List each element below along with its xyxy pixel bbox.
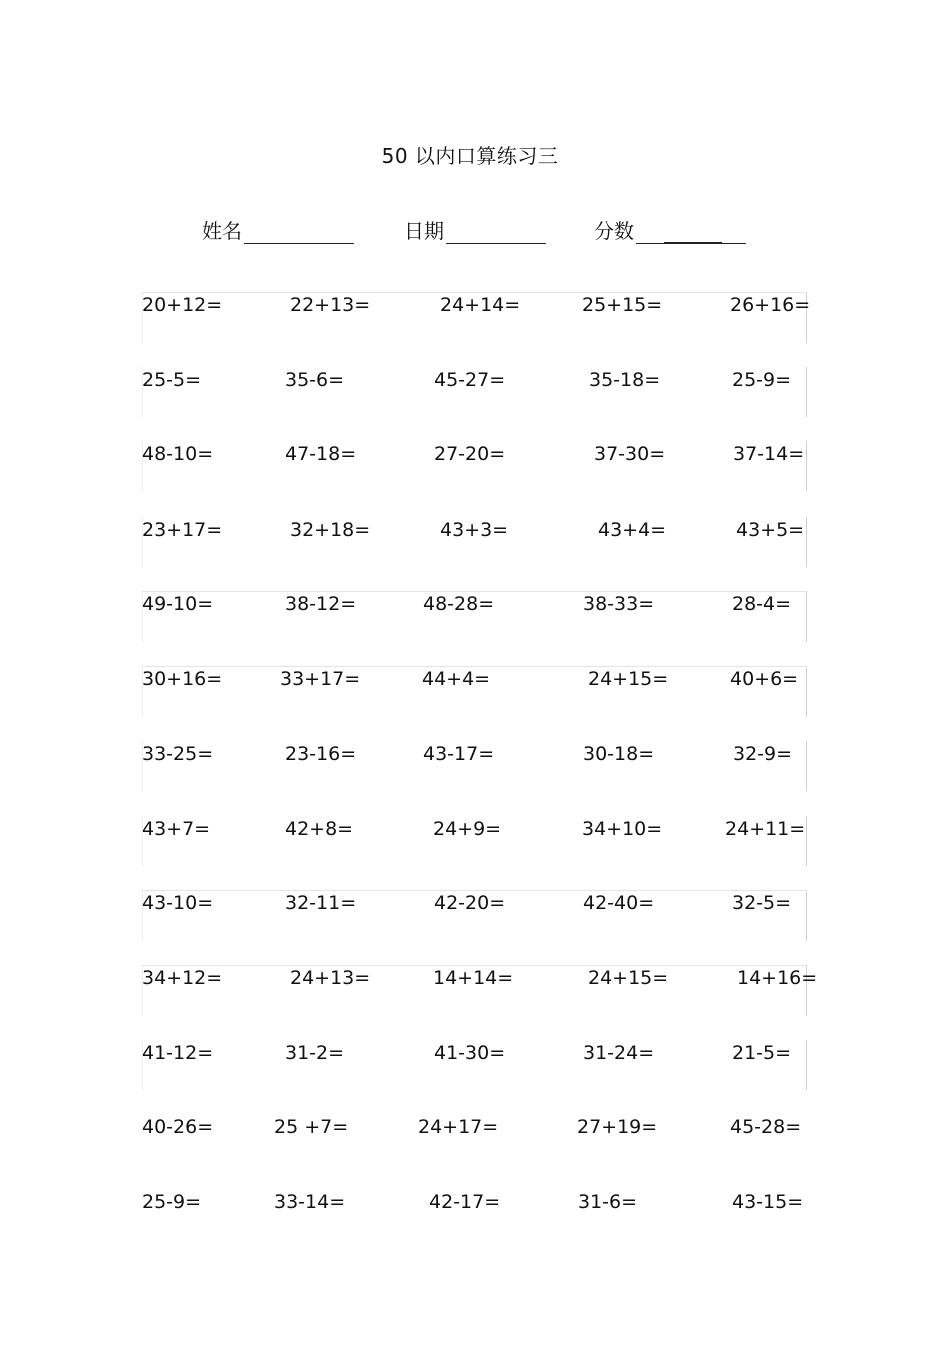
problem: 43-10= xyxy=(142,892,214,914)
problem: 24+14= xyxy=(440,294,521,316)
table-border xyxy=(806,592,807,642)
table-border xyxy=(806,1040,807,1090)
problem: 42+8= xyxy=(285,818,354,840)
problem-row xyxy=(142,292,811,345)
problem: 40-26= xyxy=(142,1116,214,1138)
problem: 25-9= xyxy=(732,369,792,391)
problem: 24+15= xyxy=(588,668,669,690)
problem: 31-6= xyxy=(578,1191,638,1213)
problem: 25+15= xyxy=(582,294,663,316)
problem: 35-18= xyxy=(589,369,661,391)
problem-row xyxy=(142,816,807,868)
problem-row xyxy=(142,591,807,644)
problem: 22+13= xyxy=(290,294,371,316)
table-border xyxy=(806,441,807,491)
problem: 24+11= xyxy=(725,818,806,840)
problem: 32+18= xyxy=(290,519,371,541)
problem: 31-2= xyxy=(285,1042,345,1064)
date-blank[interactable] xyxy=(446,221,546,244)
score-label: 分数 xyxy=(594,219,634,243)
problem: 41-12= xyxy=(142,1042,214,1064)
problem: 20+12= xyxy=(142,294,223,316)
problem: 34+10= xyxy=(582,818,663,840)
table-border xyxy=(806,741,807,791)
problem: 45-27= xyxy=(434,369,506,391)
problem: 38-12= xyxy=(285,593,357,615)
problem: 31-24= xyxy=(583,1042,655,1064)
problem-row xyxy=(142,367,807,419)
problem: 45-28= xyxy=(730,1116,802,1138)
score-blank[interactable] xyxy=(636,221,746,244)
problem: 24+9= xyxy=(433,818,502,840)
name-field xyxy=(202,215,354,244)
problem: 37-14= xyxy=(733,443,805,465)
problem: 43+7= xyxy=(142,818,211,840)
problem: 34+12= xyxy=(142,967,223,989)
problem: 40+6= xyxy=(730,668,799,690)
problem-row xyxy=(142,741,807,793)
problem: 32-5= xyxy=(732,892,792,914)
problem: 38-33= xyxy=(583,593,655,615)
problem: 42-20= xyxy=(434,892,506,914)
problem: 25 +7= xyxy=(274,1116,349,1138)
date-label: 日期 xyxy=(404,219,444,243)
table-border xyxy=(806,816,807,866)
problem: 23+17= xyxy=(142,519,223,541)
problem: 42-17= xyxy=(429,1191,501,1213)
problem: 33-25= xyxy=(142,743,214,765)
problem-row xyxy=(142,965,818,1018)
problem-row xyxy=(142,1189,807,1241)
problem: 48-28= xyxy=(423,593,495,615)
problem: 33-14= xyxy=(274,1191,346,1213)
problem: 32-11= xyxy=(285,892,357,914)
problem: 49-10= xyxy=(142,593,214,615)
problem: 43-17= xyxy=(423,743,495,765)
problem: 48-10= xyxy=(142,443,214,465)
problem: 26+16= xyxy=(730,294,811,316)
problem: 24+13= xyxy=(290,967,371,989)
problem: 14+16= xyxy=(737,967,818,989)
problem-row xyxy=(142,441,807,493)
problem: 30-18= xyxy=(583,743,655,765)
problem: 43+3= xyxy=(440,519,509,541)
problem-row xyxy=(142,517,807,569)
problem: 30+16= xyxy=(142,668,223,690)
problem: 43+4= xyxy=(598,519,667,541)
problem: 33+17= xyxy=(280,668,361,690)
problem: 43-15= xyxy=(732,1191,804,1213)
problem-row xyxy=(142,1114,807,1166)
date-field xyxy=(404,215,546,244)
score-field xyxy=(594,215,746,244)
problem: 44+4= xyxy=(422,668,491,690)
problem-row xyxy=(142,890,807,943)
problem-row xyxy=(142,1040,807,1092)
problem: 21-5= xyxy=(732,1042,792,1064)
table-border xyxy=(806,517,807,567)
problem: 28-4= xyxy=(732,593,792,615)
problem: 25-5= xyxy=(142,369,202,391)
problem: 23-16= xyxy=(285,743,357,765)
problem: 43+5= xyxy=(736,519,805,541)
problem: 27-20= xyxy=(434,443,506,465)
problem: 25-9= xyxy=(142,1191,202,1213)
table-border xyxy=(806,891,807,941)
problem: 42-40= xyxy=(583,892,655,914)
name-label: 姓名 xyxy=(202,219,242,243)
problem: 47-18= xyxy=(285,443,357,465)
problem: 27+19= xyxy=(577,1116,658,1138)
problem: 32-9= xyxy=(733,743,793,765)
table-border xyxy=(806,367,807,417)
problem: 37-30= xyxy=(594,443,666,465)
problem: 24+15= xyxy=(588,967,669,989)
problem-row xyxy=(142,666,807,719)
problem: 24+17= xyxy=(418,1116,499,1138)
problem: 35-6= xyxy=(285,369,345,391)
page-title: 50 以内口算练习三 xyxy=(381,144,559,168)
problem: 14+14= xyxy=(433,967,514,989)
name-blank[interactable] xyxy=(244,221,354,244)
problem: 41-30= xyxy=(434,1042,506,1064)
table-border xyxy=(806,667,807,717)
